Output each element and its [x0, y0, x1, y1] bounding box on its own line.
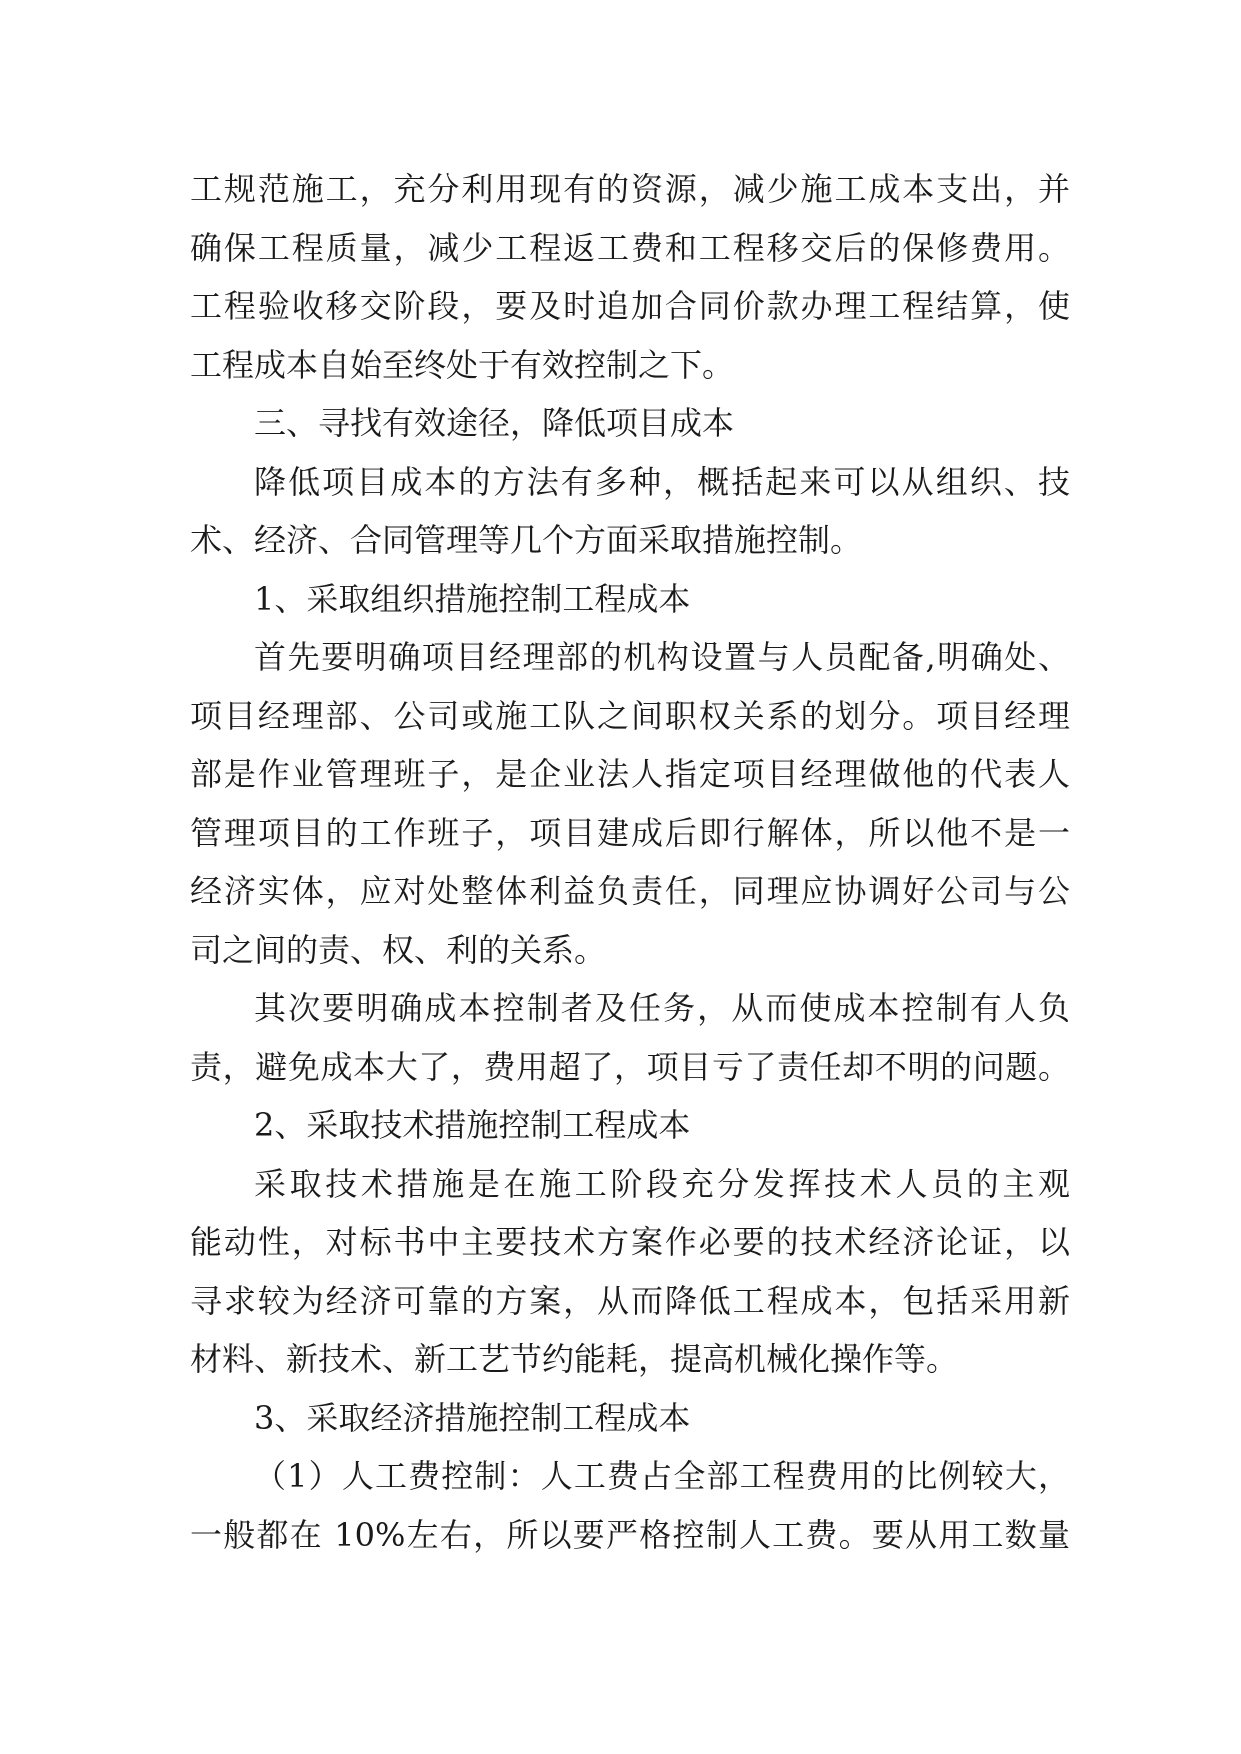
text-line: 其次要明确成本控制者及任务，从而使成本控制有人负	[254, 989, 1070, 1027]
subsection-heading: 1、采取组织措施控制工程成本	[254, 579, 691, 618]
text-line: 经济实体，应对处整体利益负责任，同理应协调好公司与公	[190, 872, 1070, 910]
text-line: 首先要明确项目经理部的机构设置与人员配备,明确处、	[254, 638, 1070, 676]
section-heading: 三、寻找有效途径，降低项目成本	[254, 404, 735, 442]
text-line: 寻求较为经济可靠的方案，从而降低工程成本，包括采用新	[190, 1281, 1070, 1320]
subsection-heading: 3、采取经济措施控制工程成本	[254, 1398, 691, 1437]
subsection-heading: 2、采取技术措施控制工程成本	[254, 1106, 691, 1144]
text-line: 材料、新技术、新工艺节约能耗，提高机械化操作等。	[190, 1340, 959, 1378]
text-line: 工规范施工，充分利用现有的资源，减少施工成本支出，并	[190, 170, 1070, 208]
text-line: 管理项目的工作班子，项目建成后即行解体，所以他不是一	[190, 813, 1070, 852]
text-line: 采取技术措施是在施工阶段充分发挥技术人员的主观	[254, 1164, 1070, 1203]
text-line: 术、经济、合同管理等几个方面采取措施控制。	[190, 521, 863, 559]
text-line: 司之间的责、权、利的关系。	[190, 930, 607, 969]
text-line: （1）人工费控制：人工费占全部工程费用的比例较大，	[254, 1457, 1070, 1495]
text-line: 一般都在 10%左右，所以要严格控制人工费。要从用工数量	[190, 1515, 1070, 1554]
text-line: 部是作业管理班子，是企业法人指定项目经理做他的代表人	[190, 755, 1070, 793]
text-line: 责，避免成本大了，费用超了，项目亏了责任却不明的问题。	[190, 1047, 1070, 1086]
text-line: 降低项目成本的方法有多种，概括起来可以从组织、技	[254, 462, 1070, 501]
text-line: 能动性，对标书中主要技术方案作必要的技术经济论证，以	[190, 1223, 1070, 1261]
text-line: 工程验收移交阶段，要及时追加合同价款办理工程结算，使	[190, 287, 1070, 325]
text-line: 工程成本自始至终处于有效控制之下。	[190, 345, 735, 384]
text-line: 确保工程质量，减少工程返工费和工程移交后的保修费用。	[190, 228, 1070, 267]
text-line: 项目经理部、公司或施工队之间职权关系的划分。项目经理	[190, 696, 1070, 735]
body-text	[190, 160, 1070, 1564]
